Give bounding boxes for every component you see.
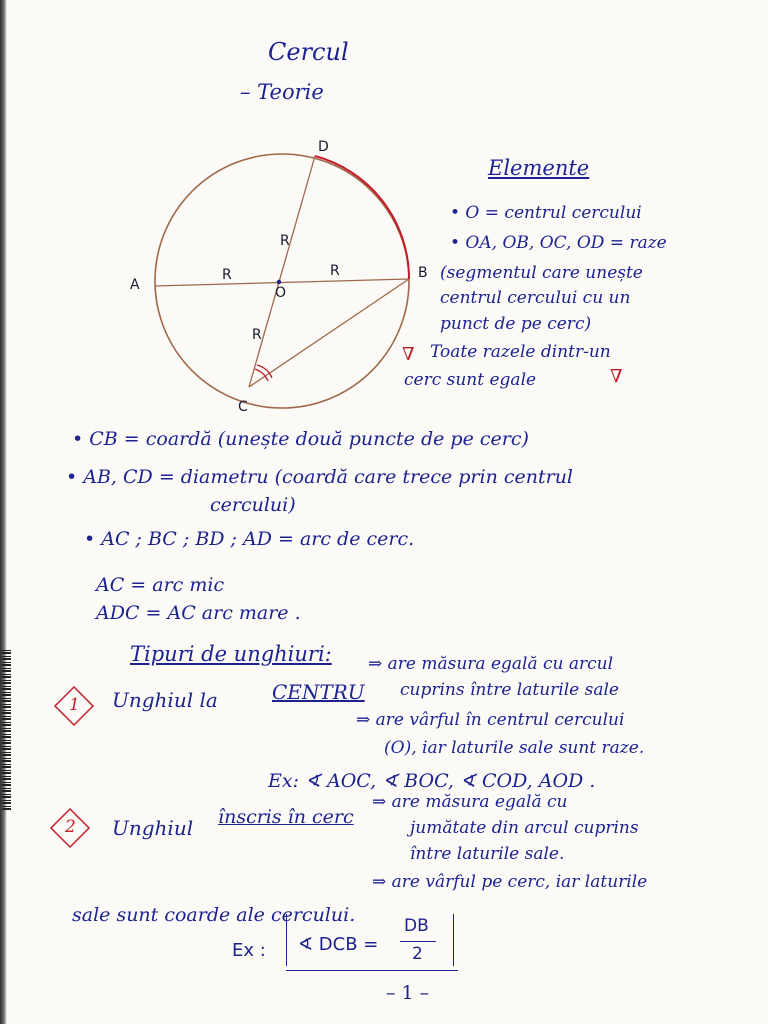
elements-item-3: (segmentul care unește xyxy=(440,263,643,283)
formula-numerator: DB xyxy=(404,916,429,936)
angle-type-1-line-1: ⇒ are măsura egală cu arcul xyxy=(368,654,614,674)
point-label-d: D xyxy=(318,139,329,155)
angle-type-2-line-4: ⇒ are vârful pe cerc, iar laturile xyxy=(372,872,648,892)
elements-heading: Elemente xyxy=(488,156,590,180)
elements-item-7: cerc sunt egale xyxy=(404,370,537,390)
angle-type-2-line-1: ⇒ are măsura egală cu xyxy=(372,792,568,812)
elements-item-5: punct de pe cerc) xyxy=(440,314,592,334)
definition-diameter-cont: cercului) xyxy=(210,494,296,516)
angle-type-1-line-3: ⇒ are vârful în centrul cercului xyxy=(356,710,625,730)
page-number: – 1 – xyxy=(386,982,430,1004)
angle-type-1-key: CENTRU xyxy=(272,680,365,704)
point-label-c: C xyxy=(238,399,248,415)
diameter-cd xyxy=(249,156,315,387)
definition-small-arc: AC = arc mic xyxy=(96,574,225,596)
warning-icon: ∇ xyxy=(402,344,415,365)
definition-large-arc: ADC = AC arc mare . xyxy=(96,602,301,624)
fraction-bar xyxy=(400,941,436,942)
angle-type-1-example: Ex: ∢ AOC, ∢ BOC, ∢ COD, AOD . xyxy=(268,770,596,792)
definition-arcs: • AC ; BC ; BD ; AD = arc de cerc. xyxy=(84,528,415,550)
angle-type-2-key: înscris în cerc xyxy=(218,806,354,828)
formula-underline xyxy=(286,970,458,971)
definition-diameter: • AB, CD = diametru (coardă care trece prin centrul xyxy=(66,466,574,488)
page-title: Cercul xyxy=(268,38,349,66)
angle-type-1-line-4: (O), iar laturile sale sunt raze. xyxy=(384,738,645,758)
angle-type-2-line-3: între laturile sale. xyxy=(410,844,565,864)
radius-label-ob: R xyxy=(330,263,340,279)
formula-denominator: 2 xyxy=(412,944,423,964)
elements-item-6: Toate razele dintr-un xyxy=(430,342,611,362)
angle-type-1-prefix: Unghiul la xyxy=(112,688,218,712)
number-badge-1-label: 1 xyxy=(69,695,80,715)
angle-type-2-prefix: Unghiul xyxy=(112,816,194,840)
radius-label-oa: R xyxy=(222,267,232,283)
point-label-o: O xyxy=(275,285,287,301)
angle-type-1-line-2: cuprins între laturile sale xyxy=(400,680,619,700)
arc-db xyxy=(315,156,409,279)
definition-chord: • CB = coardă (unește două puncte de pe cerc) xyxy=(72,428,529,450)
elements-item-4: centrul cercului cu un xyxy=(440,288,631,308)
elements-item-1: • O = centrul cercului xyxy=(450,203,642,223)
page-subtitle: – Teorie xyxy=(240,80,324,104)
point-label-a: A xyxy=(130,277,140,293)
circle-outline xyxy=(155,154,409,408)
center-point xyxy=(277,280,281,284)
point-label-b: B xyxy=(418,265,428,281)
formula-lhs: ∢ DCB = xyxy=(298,934,379,955)
number-badge-2-label: 2 xyxy=(65,817,76,837)
warning-icon-2: ∇ xyxy=(610,366,623,387)
angle-type-2-line-5: sale sunt coarde ale cercului. xyxy=(72,904,356,926)
angles-heading: Tipuri de unghiuri: xyxy=(130,642,332,666)
angle-type-2-line-2: jumătate din arcul cuprins xyxy=(410,818,639,838)
elements-item-2: • OA, OB, OC, OD = raze xyxy=(450,233,667,253)
radius-label-od: R xyxy=(280,233,290,249)
radius-label-oc: R xyxy=(252,327,262,343)
angle-type-2-example-prefix: Ex : xyxy=(232,940,266,961)
chord-cb xyxy=(249,279,409,387)
